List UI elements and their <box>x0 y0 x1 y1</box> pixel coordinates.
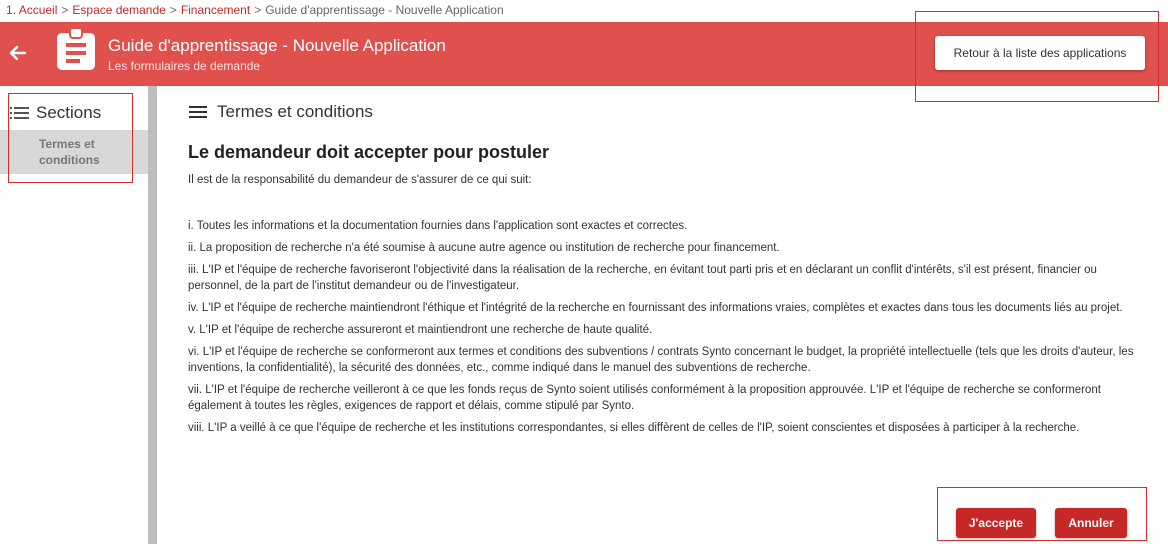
breadcrumb-separator: > <box>254 3 262 17</box>
main-content <box>157 86 1168 544</box>
list-item: v. L'IP et l'équipe de recherche assureront et maintiendront une recherche de haute qualité. <box>188 324 653 336</box>
section-title: Termes et conditions <box>217 102 373 121</box>
list-item: iii. L'IP et l'équipe de recherche favoriseront l'objectivité dans la réalisation de la recherche, en évitant tout parti pris et en déclarant un conflit d'intérêts, s'il est présent, financier ou personnel, de la part de l'institut demandeur ou de l'investigateur. <box>188 264 1097 292</box>
breadcrumb-home-link[interactable]: Accueil <box>18 3 58 17</box>
clipboard-icon <box>54 26 98 72</box>
list-item: vii. L'IP et l'équipe de recherche veilleront à ce que les fonds reçus de Synto soient utilisés conformément à la proposition approuvée. L'IP et l'équipe de recherche se conformeront également à toutes les règles, exigences de rapport et délais, comme stipulé par Synto. <box>188 384 1101 412</box>
breadcrumb-espace-demande-link[interactable]: Espace demande <box>72 3 166 17</box>
terms-heading: Le demandeur doit accepter pour postuler <box>188 142 550 162</box>
accept-button[interactable]: J'accepte <box>956 508 1036 538</box>
list-item: iv. L'IP et l'équipe de recherche maintiendront l'éthique et l'intégrité de la recherche en fournissant des informations vraies, complètes et exactes dans tous les documents liés au projet. <box>188 302 1123 314</box>
sidebar-item-label: Termes et conditions <box>39 137 100 167</box>
menu-icon[interactable] <box>189 105 207 119</box>
list-icon <box>10 106 30 120</box>
breadcrumb-separator: > <box>61 3 69 17</box>
breadcrumb <box>0 0 1168 22</box>
sections-header <box>10 102 101 124</box>
breadcrumb-step: 1. <box>6 3 17 17</box>
list-item: ii. La proposition de recherche n'a été soumise à aucune autre agence ou institution de recherche pour financement. <box>188 242 780 254</box>
breadcrumb-financement-link[interactable]: Financement <box>180 3 251 17</box>
page-subtitle: Les formulaires de demande <box>108 59 261 73</box>
list-item: viii. L'IP a veillé à ce que l'équipe de recherche et les institutions correspondantes, si elles diffèrent de celles de l'IP, soient conscientes et disposées à participer à la recherche. <box>188 422 1080 434</box>
sidebar-item-terms-conditions[interactable] <box>0 130 148 174</box>
app-header <box>0 22 1168 86</box>
sidebar-divider <box>148 86 157 544</box>
sections-title: Sections <box>36 103 102 122</box>
list-item: i. Toutes les informations et la documentation fournies dans l'application sont exactes et correctes. <box>188 220 688 232</box>
page-title: Guide d'apprentissage - Nouvelle Application <box>108 36 446 55</box>
terms-intro: Il est de la responsabilité du demandeur de s'assurer de ce qui suit: <box>188 174 532 186</box>
return-to-applications-button[interactable]: Retour à la liste des applications <box>935 36 1145 70</box>
breadcrumb-separator: > <box>169 3 177 17</box>
terms-list <box>188 218 1143 442</box>
sections-sidebar <box>0 86 148 544</box>
section-header <box>189 102 373 122</box>
back-arrow-icon[interactable] <box>8 42 28 64</box>
breadcrumb-current: Guide d'apprentissage - Nouvelle Application <box>265 3 504 17</box>
list-item: vi. L'IP et l'équipe de recherche se conformeront aux termes et conditions des subventions / contrats Synto concernant le budget, la propriété intellectuelle (tels que les droits d'auteur, les inventions, la confidentialité), la sécurité des données, etc., comme indiqué dans le manuel des subventions de recherche. <box>188 346 1134 374</box>
cancel-button[interactable]: Annuler <box>1055 508 1127 538</box>
